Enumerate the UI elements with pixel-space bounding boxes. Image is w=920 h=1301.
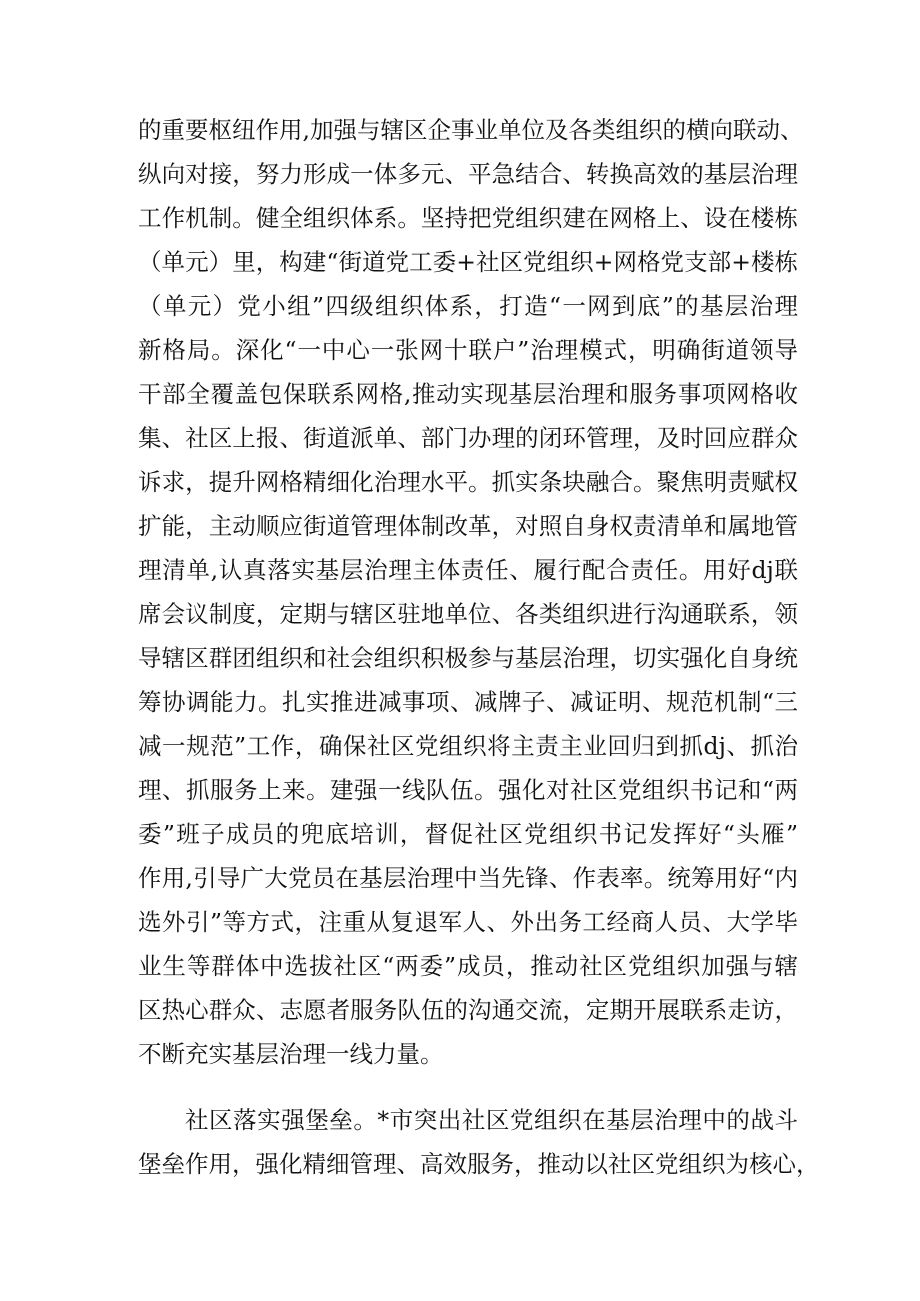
paragraph-1-line-5: （单元）党小组”四级组织体系，打造“一网到底”的基层治理 xyxy=(138,292,798,320)
paragraph-1-line-1: 的重要枢纽作用,加强与辖区企事业单位及各类组织的横向联动、 xyxy=(138,116,804,144)
paragraph-1-line-12: 席会议制度，定期与辖区驻地单位、各类组织进行沟通联系，领 xyxy=(138,600,798,628)
paragraph-1-line-19: 选外引”等方式，注重从复退军人、外出务工经商人员、大学毕 xyxy=(138,908,798,936)
paragraph-1-line-6: 新格局。深化“一中心一张网十联户”治理模式，明确街道领导 xyxy=(138,336,798,364)
paragraph-1-line-18: 作用,引导广大党员在基层治理中当先锋、作表率。统筹用好“内 xyxy=(138,864,798,892)
paragraph-2-line-1: 社区落实强堡垒。*市突出社区党组织在基层治理中的战斗 xyxy=(185,1106,798,1134)
paragraph-1-line-17: 委”班子成员的兜底培训，督促社区党组织书记发挥好“头雁” xyxy=(138,820,798,848)
paragraph-1-line-21: 区热心群众、志愿者服务队伍的沟通交流，定期开展联系走访， xyxy=(138,996,798,1024)
paragraph-1-line-13: 导辖区群团组织和社会组织积极参与基层治理，切实强化自身统 xyxy=(138,644,798,672)
paragraph-1-line-11: 理清单,认真落实基层治理主体责任、履行配合责任。用好dj联 xyxy=(138,556,798,584)
paragraph-1-line-7: 干部全覆盖包保联系网格,推动实现基层治理和服务事项网格收 xyxy=(138,380,798,408)
paragraph-1-line-20: 业生等群体中选拔社区“两委”成员，推动社区党组织加强与辖 xyxy=(138,952,798,980)
paragraph-2-line-2: 堡垒作用，强化精细管理、高效服务，推动以社区党组织为核心， xyxy=(138,1150,820,1178)
paragraph-1-line-10: 扩能，主动顺应街道管理体制改革，对照自身权责清单和属地管 xyxy=(138,512,798,540)
paragraph-1-line-15: 减一规范”工作，确保社区党组织将主责主业回归到抓dj、抓治 xyxy=(138,732,798,760)
paragraph-1-line-2: 纵向对接，努力形成一体多元、平急结合、转换高效的基层治理 xyxy=(138,160,798,188)
paragraph-1-line-16: 理、抓服务上来。建强一线队伍。强化对社区党组织书记和“两 xyxy=(138,776,798,804)
paragraph-1-line-4: （单元）里，构建“街道党工委+社区党组织+网格党支部+楼栋 xyxy=(138,248,798,276)
paragraph-1-line-9: 诉求，提升网格精细化治理水平。抓实条块融合。聚焦明责赋权 xyxy=(138,468,798,496)
paragraph-1-line-8: 集、社区上报、街道派单、部门办理的闭环管理，及时回应群众 xyxy=(138,424,798,452)
paragraph-1-line-14: 筹协调能力。扎实推进减事项、减牌子、减证明、规范机制“三 xyxy=(138,688,798,716)
paragraph-1-line-22: 不断充实基层治理一线力量。 xyxy=(138,1040,444,1068)
paragraph-1-line-3: 工作机制。健全组织体系。坚持把党组织建在网格上、设在楼栋 xyxy=(138,204,798,232)
